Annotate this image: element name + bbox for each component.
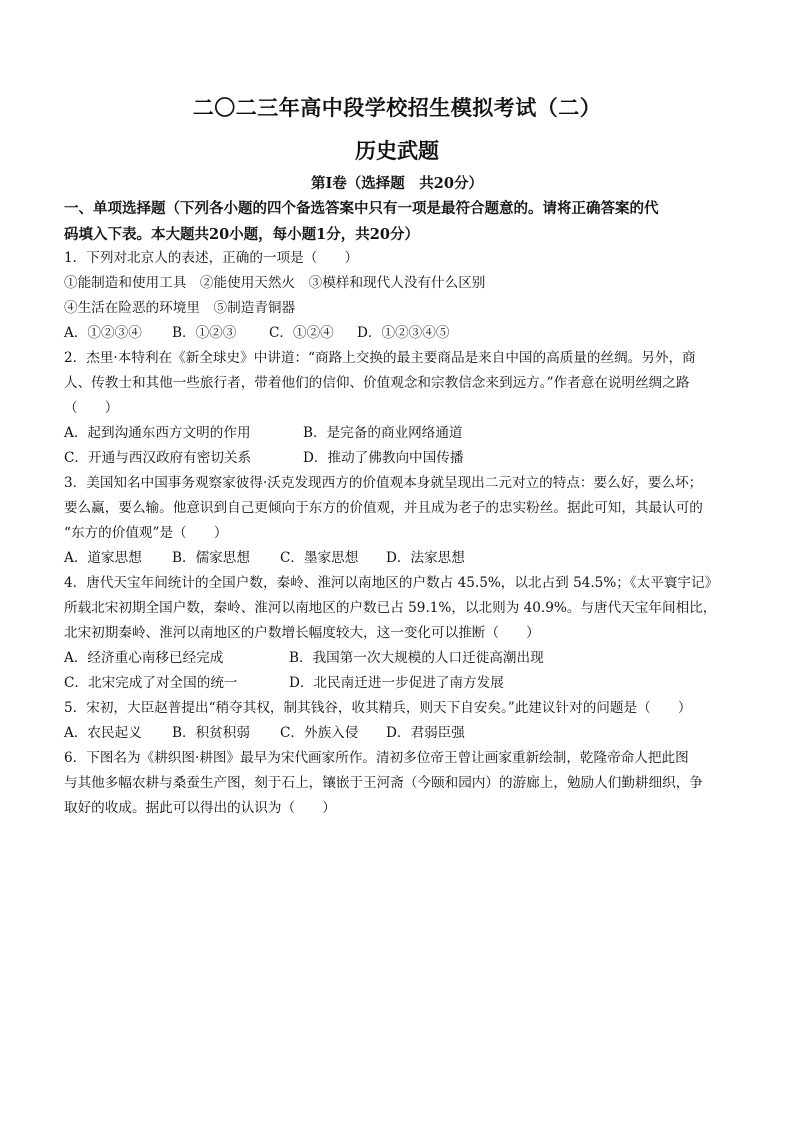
option-a: A．道家思想	[64, 550, 142, 566]
question-6-stem: 6．下图名为《耕织图·耕图》最早为宋代画家所作。清初多位帝王曾让画家重新绘制，乾隆帝命人把此图	[64, 750, 689, 766]
question-3-stem: “东方的价值观”是（ ）	[64, 525, 228, 541]
question-2-stem: 人、传教士和其他一些旅行者，带着他们的信仰、价值观念和宗教信念来到远方。”作者意在说明丝绸之路	[64, 375, 690, 391]
option-a: A．起到沟通东西方文明的作用	[64, 425, 251, 441]
section-instruction-line-2: 码填入下表。本大题共20小题，每小题1分，共20分）	[64, 226, 419, 243]
question-2-stem: （ ）	[64, 400, 119, 416]
volume-heading: 第Ⅰ卷（选择题 共20分）	[311, 175, 483, 192]
option-b: B．儒家思想	[172, 550, 250, 566]
section-instruction-line-1: 一、单项选择题（下列各小题的四个备选答案中只有一项是最符合题意的。请将正确答案的代	[64, 200, 659, 217]
option-c: C．外族入侵	[280, 725, 359, 741]
option-d: D．法家思想	[386, 550, 465, 566]
option-b: B．积贫积弱	[172, 725, 250, 741]
question-4-stem: 北宋初期秦岭、淮河以南地区的户数增长幅度较大，这一变化可以推断（ ）	[64, 625, 540, 641]
option-c: C．开通与西汉政府有密切关系	[64, 450, 252, 466]
option-c: C．北宋完成了对全国的统一	[64, 675, 238, 691]
option-d: D．君弱臣强	[386, 725, 465, 741]
option-d: D．推动了佛教向中国传播	[303, 450, 464, 466]
question-1-stem: 1．下列对北京人的表述，正确的一项是（ ）	[64, 250, 359, 266]
question-4-stem: 所载北宋初期全国户数，秦岭、淮河以南地区的户数已占 59.1%，以北则为 40.9%。与唐代天宝年间相比，	[64, 600, 717, 616]
question-2-stem: 2．杰里·本特利在《新全球史》中讲道：“商路上交换的最主要商品是来自中国的高质量的丝绸。另外，商	[64, 350, 696, 366]
question-3-stem: 3．美国知名中国事务观察家彼得·沃克发现西方的价值观本身就呈现出二元对立的特点：要么好，要么坏；	[64, 475, 703, 491]
question-6-stem: 与其他多幅农耕与桑蚕生产图，刻于石上，镶嵌于王河斋（今颐和园内）的游廊上，勉励人们勤耕细织，争	[64, 775, 703, 791]
question-1-item-line: ④生活在险恶的环境里 ⑤制造青铜器	[64, 300, 296, 316]
question-3-stem: 要么赢，要么输。他意识到自己更倾向于东方的价值观，并且成为老子的忠实粉丝。据此可知，其最认可的	[64, 500, 703, 516]
option-a: A．经济重心南移已经完成	[64, 650, 224, 666]
question-5-stem: 5．宋初，大臣赵普提出“稍夺其权，制其钱谷，收其精兵，则天下自安矣。”此建议针对的问题是（ ）	[64, 700, 692, 716]
option-a: A．农民起义	[64, 725, 142, 741]
option-c: C．墨家思想	[280, 550, 359, 566]
question-6-stem: 取好的收成。据此可以得出的认识为（ ）	[64, 800, 336, 816]
section-instruction	[64, 196, 744, 248]
question-4-stem: 4．唐代天宝年间统计的全国户数，秦岭、淮河以南地区的户数占 45.5%，以北占到 54.5%；《太平寰宇记》	[64, 575, 719, 591]
exam-subtitle: 历史武题	[355, 138, 439, 163]
option-b: B．①②③	[172, 325, 237, 341]
option-d: D．①②③④⑤	[357, 325, 450, 341]
question-1-item-line: ①能制造和使用工具 ②能使用天然火 ③模样和现代人没有什么区别	[64, 275, 486, 291]
exam-title: 二〇二三年高中段学校招生模拟考试（二）	[192, 95, 602, 120]
option-b: B．是完备的商业网络通道	[303, 425, 463, 441]
option-c: C．①②④	[269, 325, 334, 341]
option-d: D．北民南迁进一步促进了南方发展	[289, 675, 504, 691]
option-b: B．我国第一次大规模的人口迁徙高潮出现	[289, 650, 544, 666]
option-a: A．①②③④	[64, 325, 142, 341]
